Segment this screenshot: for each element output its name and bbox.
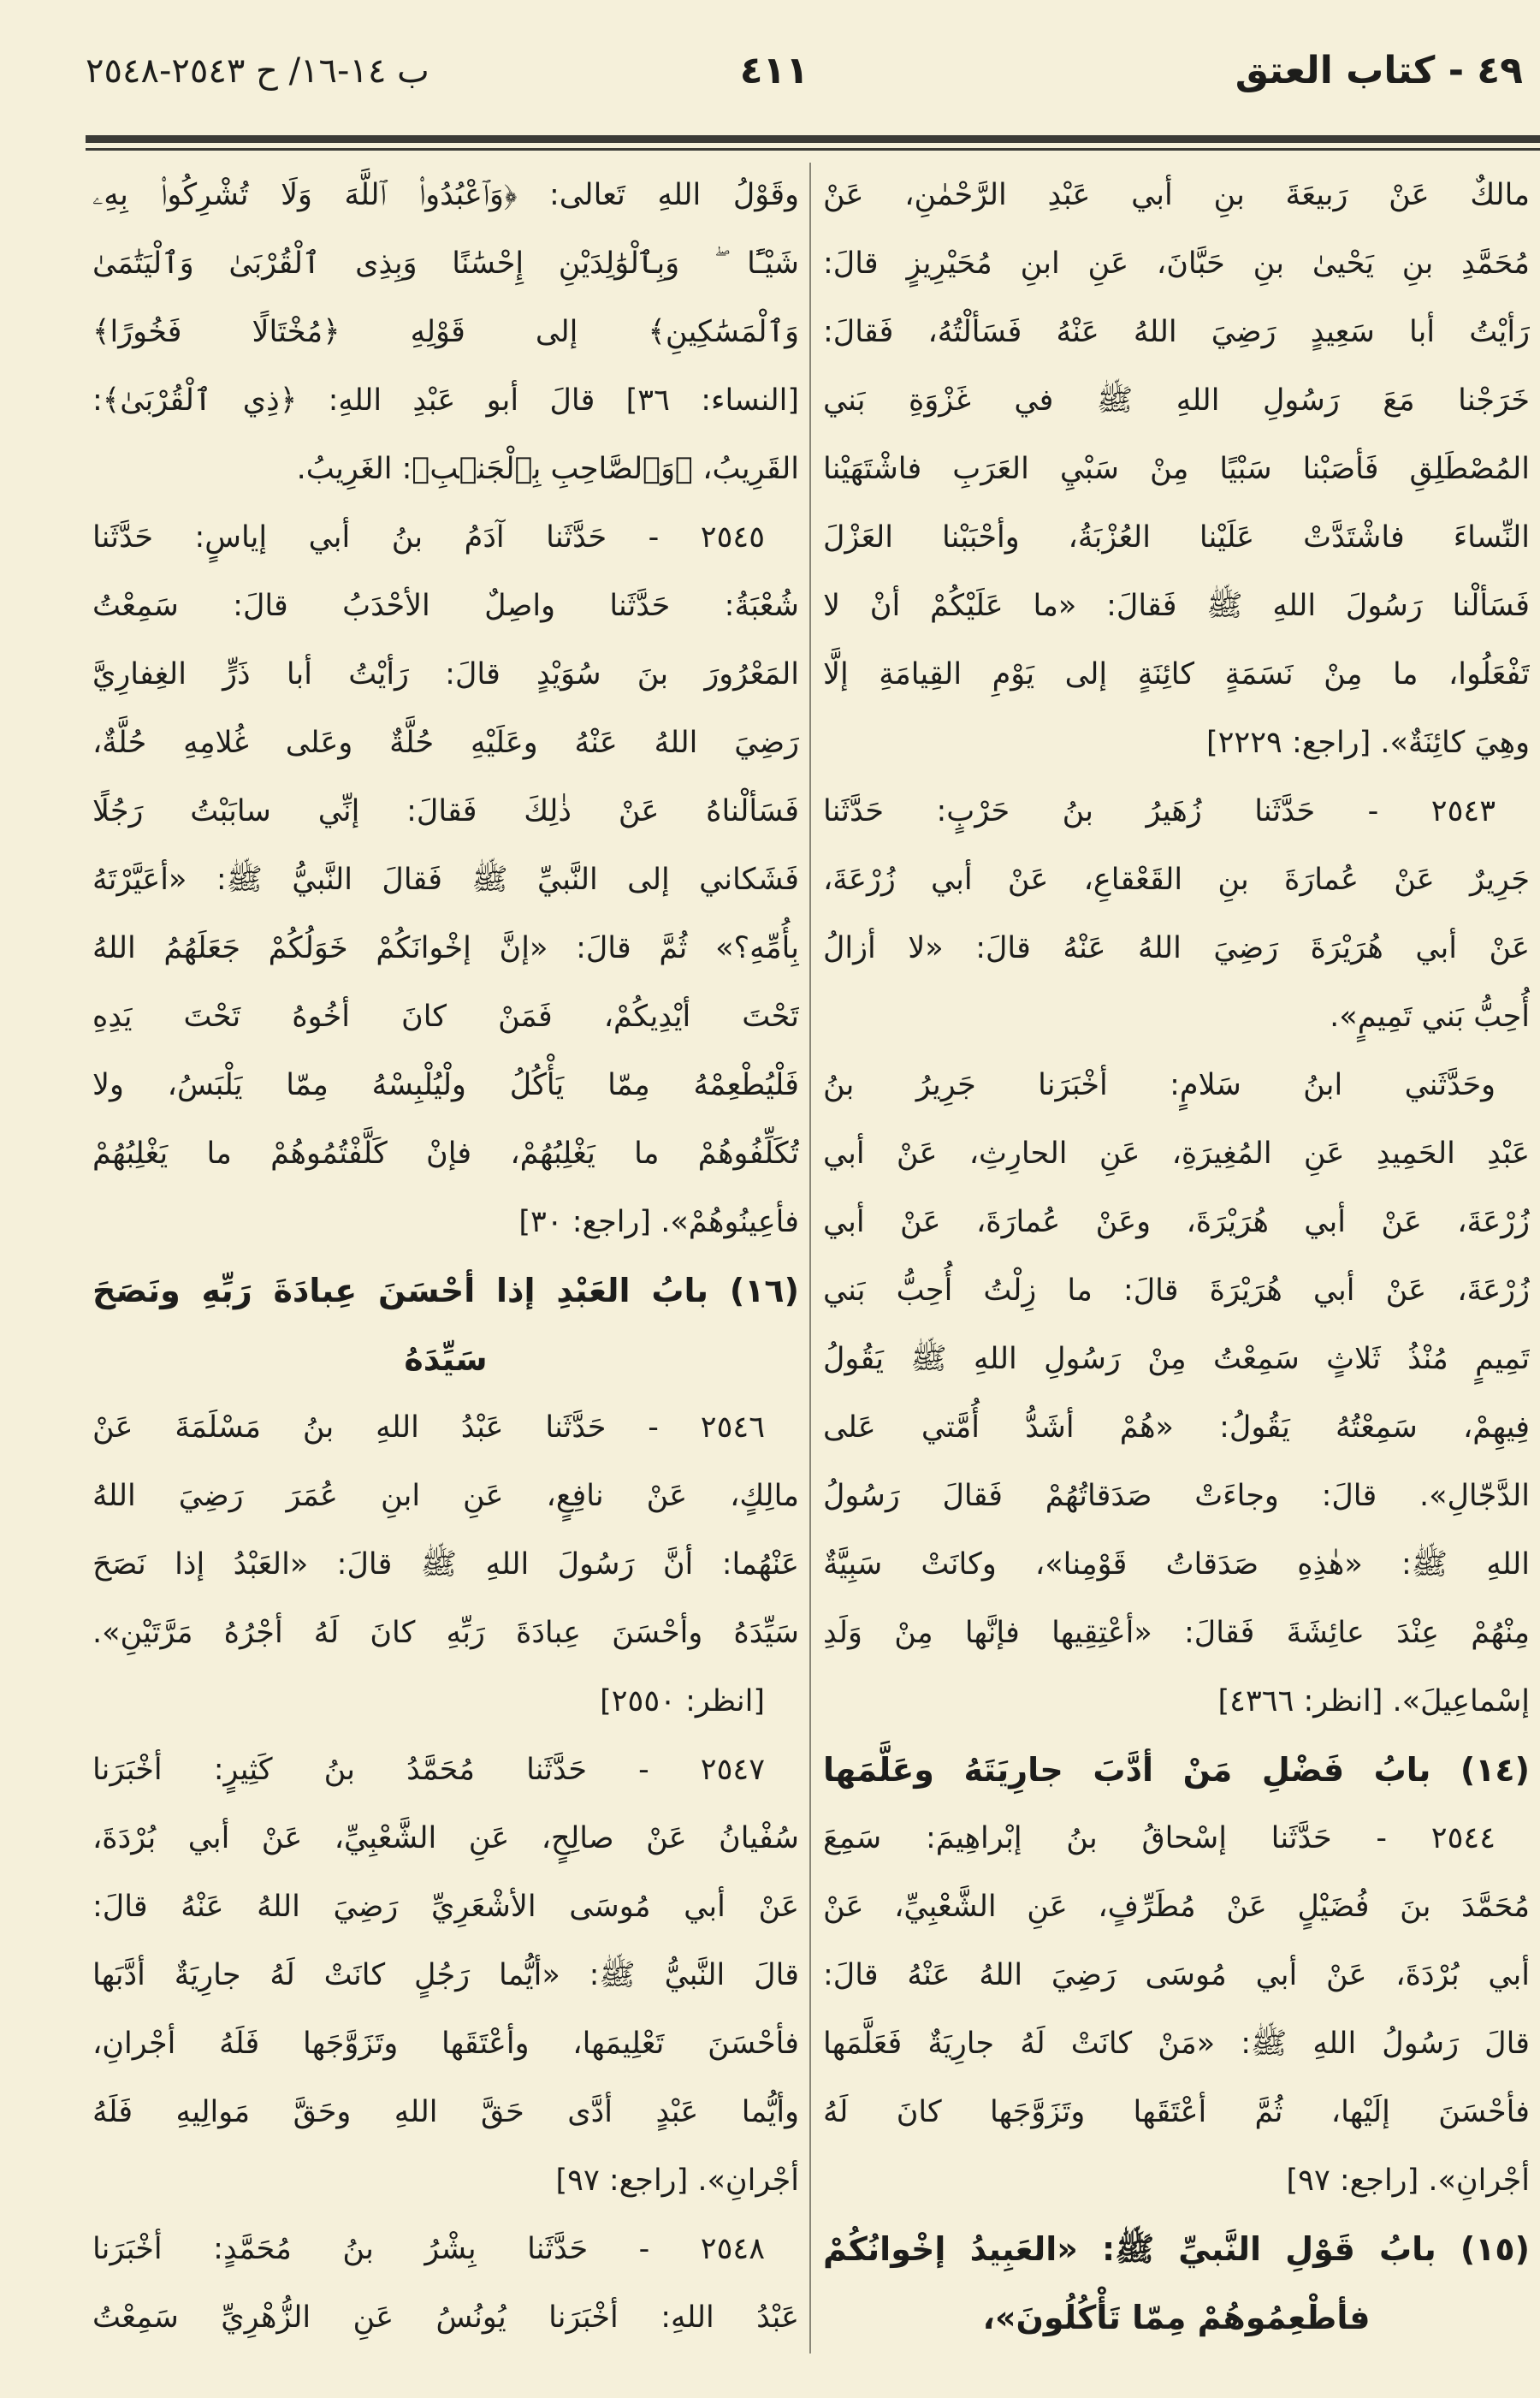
section-heading-line: (١٤) بابُ فَضْلِ مَنْ أدَّبَ جارِيَتَهُ وعَلَّمَها	[823, 1751, 1530, 1789]
text-line: سَيِّدَهُ وأحْسَنَ عِبادَةَ رَبِّهِ كانَ لَهُ أجْرُهُ مَرَّتَيْنِ».	[92, 1616, 799, 1650]
text-line: وقَوْلُ اللهِ تَعالى: ﴿وَٱعْبُدُوا۟ ٱللَّهَ وَلَا تُشْرِكُوا۟ بِهِۦ	[92, 178, 799, 212]
right-column	[823, 161, 1530, 2352]
chapter-reference: ب ١٤-١٦/ ح ٢٥٤٣-٢٥٤٨	[86, 51, 429, 91]
text-line: أجْرانِ». [راجع: ٩٧]	[1286, 2164, 1530, 2198]
text-line: مالِكٍ، عَنْ نافِعٍ، عَنِ ابنِ عُمَرَ رَضِيَ اللهُ	[92, 1479, 799, 1513]
text-line: خَرَجْنا مَعَ رَسُولِ اللهِ ﷺ في غَزْوَةِ بَني	[823, 383, 1530, 418]
text-line: مِنْهُمْ عِنْدَ عائِشَةَ فَقالَ: «أعْتِقِيها فإنَّها مِنْ وَلَدِ	[823, 1616, 1530, 1650]
text-line: النِّساءَ فاشْتَدَّتْ عَلَيْنا العُزْبَةُ، وأحْبَبْنا العَزْلَ	[823, 520, 1530, 555]
text-line: ٢٥٤٨ - حَدَّثَنا بِشْرُ بنُ مُحَمَّدٍ: أخْبَرَنا	[92, 2232, 765, 2266]
text-line: اللهِ ﷺ: «هٰذِهِ صَدَقاتُ قَوْمِنا»، وكانَتْ سَبِيَّةٌ	[823, 1547, 1530, 1582]
text-line: وأيُّما عَبْدٍ أدَّى حَقَّ اللهِ وحَقَّ مَوالِيهِ فَلَهُ	[92, 2095, 799, 2129]
text-line: شَيْـًٔا ۖ وَبِٱلْوَٰلِدَيْنِ إِحْسَٰنًا وَبِذِى ٱلْقُرْبَىٰ وَٱلْيَتَٰمَىٰ	[92, 246, 799, 281]
text-line: شُعْبَةُ: حَدَّثَنا واصِلٌ الأحْدَبُ قالَ: سَمِعْتُ	[92, 589, 799, 623]
text-line: فأعِينُوهُمْ». [راجع: ٣٠]	[518, 1205, 799, 1239]
header-rule	[86, 135, 1540, 143]
text-line: فِيهِمْ، سَمِعْتُهُ يَقُولُ: «هُمْ أشَدُّ أُمَّتي عَلى	[823, 1410, 1530, 1445]
text-line: سُفْيانُ عَنْ صالِحٍ، عَنِ الشَّعْبِيِّ، عَنْ أبي بُرْدَةَ،	[92, 1821, 799, 1855]
text-line: أجْرانِ». [راجع: ٩٧]	[555, 2164, 799, 2198]
text-line: جَرِيرٌ عَنْ عُمارَةَ بنِ القَعْقاعِ، عَنْ أبي زُرْعَةَ،	[823, 863, 1530, 897]
text-line: ٢٥٤٦ - حَدَّثَنا عَبْدُ اللهِ بنُ مَسْلَمَةَ عَنْ	[92, 1410, 765, 1445]
text-line: ٢٥٤٣ - حَدَّثَنا زُهَيرُ بنُ حَرْبٍ: حَدَّثَنا	[823, 794, 1496, 828]
text-line: تَحْتَ أيْدِيكُمْ، فَمَنْ كانَ أخُوهُ تَحْتَ يَدِهِ	[92, 1000, 799, 1034]
text-line: الدَّجّالِ». قالَ: وجاءَتْ صَدَقاتُهُمْ فَقالَ رَسُولُ	[823, 1479, 1530, 1513]
text-line: فأحْسَنَ تَعْلِيمَها، وأعْتَقَها وتَزَوَّجَها فَلَهُ أجْرانِ،	[92, 2027, 799, 2061]
section-heading-line: (١٥) بابُ قَوْلِ النَّبيِّ ﷺ: «العَبِيدُ إخْوانُكُمْ	[823, 2230, 1530, 2268]
text-line: القَرِيبُ، ﴿وَٱلصَّاحِبِ بِٱلْجَنۢبِ﴾: الغَرِيبُ.	[296, 452, 799, 486]
text-line: عَنْ أبي هُرَيْرَةَ رَضِيَ اللهُ عَنْهُ قالَ: «لا أزالُ	[823, 931, 1530, 965]
text-line: [انظر: ٢٥٥٠]	[600, 1684, 765, 1718]
text-line: قالَ النَّبيُّ ﷺ: «أيُّما رَجُلٍ كانَتْ لَهُ جارِيَةٌ أدَّبَها	[92, 1958, 799, 1992]
text-line: فَسَألْناهُ عَنْ ذٰلِكَ فَقالَ: إنِّي سابَبْتُ رَجُلًا	[92, 794, 799, 828]
text-line: عَنْهُما: أنَّ رَسُولَ اللهِ ﷺ قالَ: «العَبْدُ إذا نَصَحَ	[92, 1547, 799, 1582]
text-line: فأحْسَنَ إلَيْها، ثُمَّ أعْتَقَها وتَزَوَّجَها كانَ لَهُ	[823, 2095, 1530, 2129]
text-line: المُصْطَلِقِ فَأصَبْنا سَبْيًا مِنْ سَبْيِ العَرَبِ فاشْتَهَيْنا	[823, 452, 1530, 486]
text-line: أُحِبُّ بَني تَمِيمٍ».	[1330, 1000, 1530, 1034]
section-heading-line: سَيِّدَهُ	[404, 1340, 488, 1378]
text-line: وهِيَ كائِنَةٌ». [راجع: ٢٢٢٩]	[1205, 726, 1530, 760]
page-number: ٤١١	[739, 49, 809, 92]
section-heading-line: فأطْعِمُوهُمْ مِمّا تَأْكُلُونَ»،	[982, 2299, 1371, 2336]
text-line: تَمِيمٍ مُنْذُ ثَلاثٍ سَمِعْتُ مِنْ رَسُولِ اللهِ ﷺ يَقُولُ	[823, 1342, 1530, 1376]
text-line: إسْماعِيلَ». [انظر: ٤٣٦٦]	[1217, 1684, 1530, 1718]
section-heading-line: (١٦) بابُ العَبْدِ إذا أحْسَنَ عِبادَةَ رَبِّهِ ونَصَحَ	[92, 1272, 799, 1309]
text-line: عَبْدِ الحَمِيدِ عَنِ المُغِيرَةِ، عَنِ الحارِثِ، عَنْ أبي	[823, 1137, 1530, 1171]
text-line: بِأُمِّهِ؟» ثُمَّ قالَ: «إنَّ إخْوانَكُمْ خَوَلُكُمْ جَعَلَهُمُ اللهُ	[92, 931, 799, 965]
text-line: أبي بُرْدَةَ، عَنْ أبي مُوسَى رَضِيَ اللهُ عَنْهُ قالَ:	[823, 1958, 1530, 1992]
text-line: رَأيْتُ أبا سَعِيدٍ رَضِيَ اللهُ عَنْهُ فَسَألْتُهُ، فَقالَ:	[823, 315, 1530, 349]
text-line: ٢٥٤٤ - حَدَّثَنا إسْحاقُ بنُ إبْراهِيمَ: سَمِعَ	[823, 1821, 1496, 1855]
text-line: فَسَألْنا رَسُولَ اللهِ ﷺ فَقالَ: «ما عَلَيْكُمْ أنْ لا	[823, 589, 1530, 623]
column-divider	[809, 163, 811, 2353]
text-line: عَنْ أبي مُوسَى الأشْعَرِيِّ رَضِيَ اللهُ عَنْهُ قالَ:	[92, 1890, 799, 1924]
text-line: عَبْدُ اللهِ: أخْبَرَنا يُونُسُ عَنِ الزُّهْرِيِّ سَمِعْتُ	[92, 2300, 799, 2335]
text-line: وَٱلْمَسَٰكِينِ﴾ إلى قَوْلِهِ ﴿مُخْتَالًا فَخُورًا﴾	[92, 315, 799, 349]
text-line: زُرْعَةَ، عَنْ أبي هُرَيْرَةَ، وعَنْ عُمارَةَ، عَنْ أبي	[823, 1205, 1530, 1239]
text-line: ٢٥٤٥ - حَدَّثَنا آدَمُ بنُ أبي إياسٍ: حَدَّثَنا	[92, 520, 765, 555]
text-line: رَضِيَ اللهُ عَنْهُ وعَلَيْهِ حُلَّةٌ وعَلى غُلامِهِ حُلَّةٌ،	[92, 726, 799, 760]
text-line: فَشَكاني إلى النَّبيِّ ﷺ فَقالَ النَّبيُّ ﷺ: «أعَيَّرْتَهُ	[92, 863, 799, 897]
text-line: قالَ رَسُولُ اللهِ ﷺ: «مَنْ كانَتْ لَهُ جارِيَةٌ فَعَلَّمَها	[823, 2027, 1530, 2061]
text-line: ٢٥٤٧ - حَدَّثَنا مُحَمَّدُ بنُ كَثِيرٍ: أخْبَرَنا	[92, 1753, 765, 1787]
header-rule-thin	[86, 148, 1540, 151]
text-line: وحَدَّثَني ابنُ سَلامٍ: أخْبَرَنا جَرِيرُ بنُ	[823, 1068, 1496, 1102]
text-line: مُحَمَّدِ بنِ يَحْيىٰ بنِ حَبَّانَ، عَنِ ابنِ مُحَيْرِيزٍ قالَ:	[823, 246, 1530, 281]
text-line: زُرْعَةَ، عَنْ أبي هُرَيْرَةَ قالَ: ما زِلْتُ أُحِبُّ بَني	[823, 1273, 1530, 1308]
text-line: مُحَمَّدَ بنَ فُضَيْلٍ عَنْ مُطَرِّفٍ، عَنِ الشَّعْبِيِّ، عَنْ	[823, 1890, 1530, 1924]
chapter-title: ٤٩ - كتاب العتق	[1235, 49, 1523, 92]
text-line: المَعْرُورَ بنَ سُوَيْدٍ قالَ: رَأيْتُ أبا ذَرٍّ الغِفارِيَّ	[92, 657, 799, 692]
text-line: تَفْعَلُوا، ما مِنْ نَسَمَةٍ كائِنَةٍ إلى يَوْمِ القِيامَةِ إلَّا	[823, 657, 1530, 692]
text-line: فَلْيُطْعِمْهُ مِمّا يَأْكُلُ ولْيُلْبِسْهُ مِمّا يَلْبَسُ، ولا	[92, 1068, 799, 1102]
text-line: [النساء: ٣٦] قالَ أبو عَبْدِ اللهِ: ﴿ذِي ٱلْقُرْبَىٰ﴾:	[92, 383, 799, 418]
left-column	[92, 161, 799, 2352]
text-line: مالكٌ عَنْ رَبيعَةَ بنِ أبي عَبْدِ الرَّحْمٰنِ، عَنْ	[823, 178, 1530, 212]
text-line: تُكَلِّفُوهُمْ ما يَغْلِبُهُمْ، فإنْ كَلَّفْتُمُوهُمْ ما يَغْلِبُهُمْ	[92, 1137, 799, 1171]
